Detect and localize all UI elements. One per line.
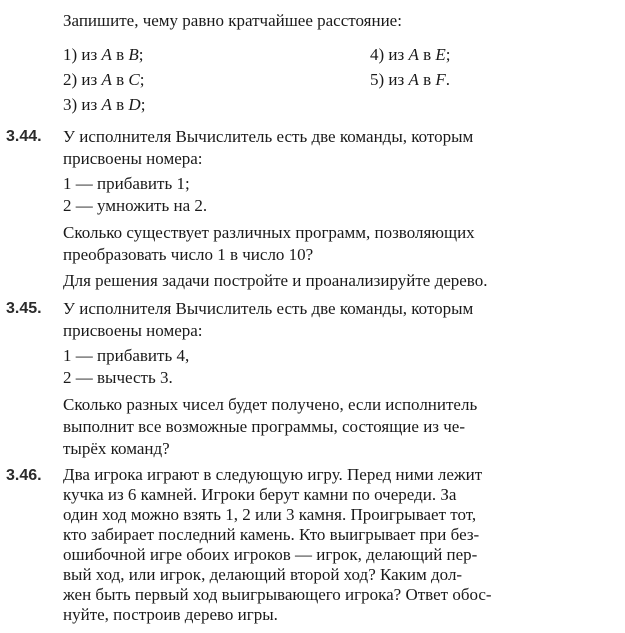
problem-3-46-line-8: нуйте, построив дерево игры.	[63, 605, 278, 624]
intro-prompt: Запишите, чему равно кратчайшее расстояние:	[63, 11, 402, 30]
problem-3-45-line-1: У исполнителя Вычислитель есть две команды, которым	[63, 299, 474, 318]
problem-3-45-question-3: тырёх команд?	[63, 439, 170, 458]
intro-item-5: 5) из A в F.	[370, 70, 451, 89]
problem-3-44-question-2: преобразовать число 1 в число 10?	[63, 245, 314, 264]
intro-item-2: 2) из A в C;	[63, 70, 145, 89]
problem-3-45-command-2: 2 — вычесть 3.	[63, 368, 173, 387]
problem-3-44-line-2: присвоены номера:	[63, 149, 203, 168]
problem-3-46-line-7: жен быть первый ход выигрывающего игрока? Ответ обос-	[63, 585, 492, 604]
problem-3-45-question-2: выполнит все возможные программы, состоящие из че-	[63, 417, 466, 436]
problem-3-46-line-5: ошибочной игре обоих игроков — игрок, делающий пер-	[63, 545, 478, 564]
problem-3-46-line-6: вый ход, или игрок, делающий второй ход? Каким дол-	[63, 565, 463, 584]
problem-3-45-line-2: присвоены номера:	[63, 321, 203, 340]
problem-3-44-command-1: 1 — прибавить 1;	[63, 174, 190, 193]
intro-item-3: 3) из A в D;	[63, 95, 146, 114]
problem-3-45-command-1: 1 — прибавить 4,	[63, 346, 190, 365]
problem-number-3-46: 3.46.	[6, 467, 42, 484]
intro-item-4: 4) из A в E;	[370, 45, 451, 64]
intro-item-1: 1) из A в B;	[63, 45, 144, 64]
problem-3-46-line-2: кучка из 6 камней. Игроки берут камни по очереди. За	[63, 485, 457, 504]
problem-3-44-command-2: 2 — умножить на 2.	[63, 196, 208, 215]
problem-3-45-question-1: Сколько разных чисел будет получено, если исполнитель	[63, 395, 478, 414]
problem-number-3-44: 3.44.	[6, 128, 42, 145]
problem-3-46-line-1: Два игрока играют в следующую игру. Перед ними лежит	[63, 465, 483, 484]
problem-3-44-line-1: У исполнителя Вычислитель есть две команды, которым	[63, 127, 474, 146]
problem-3-44-question-1: Сколько существует различных программ, позволяющих	[63, 223, 475, 242]
problem-3-46-line-3: один ход можно взять 1, 2 или 3 камня. Проигрывает тот,	[63, 505, 477, 524]
problem-number-3-45: 3.45.	[6, 300, 42, 317]
problem-3-44-note: Для решения задачи постройте и проанализируйте дерево.	[63, 271, 488, 290]
problem-3-46-line-4: кто забирает последний камень. Кто выигрывает при без-	[63, 525, 480, 544]
